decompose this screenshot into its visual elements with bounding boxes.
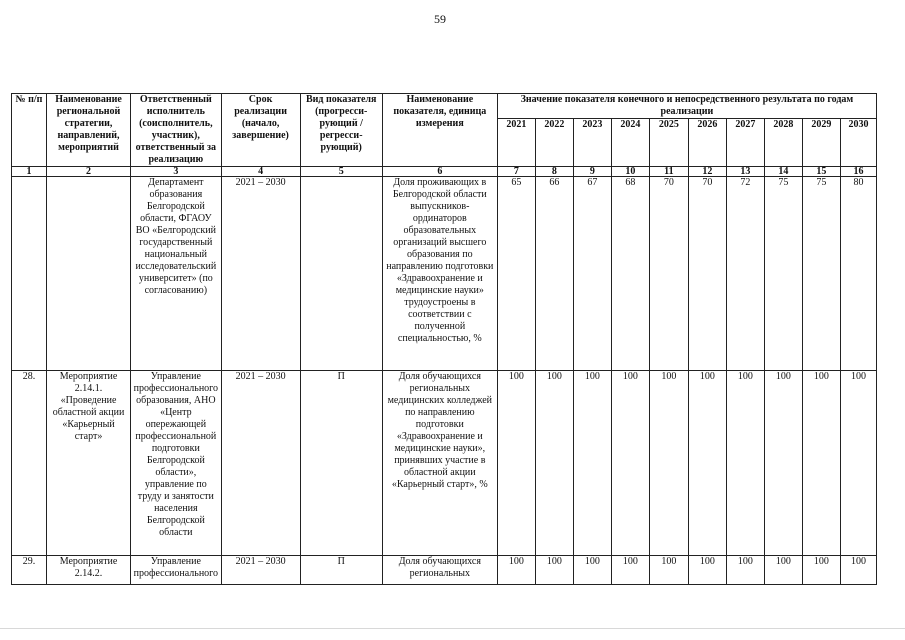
indicator-table bbox=[11, 93, 877, 585]
column-number: 15 bbox=[802, 167, 840, 177]
column-number: 6 bbox=[382, 167, 497, 177]
row-period: 2021 – 2030 bbox=[221, 556, 300, 585]
column-number: 11 bbox=[649, 167, 688, 177]
row-value: 100 bbox=[611, 371, 649, 556]
row-period: 2021 – 2030 bbox=[221, 177, 300, 371]
page-number: 59 bbox=[434, 12, 446, 26]
table-row bbox=[12, 371, 877, 556]
row-value: 100 bbox=[726, 556, 764, 585]
column-number: 13 bbox=[726, 167, 764, 177]
column-number-row bbox=[12, 167, 877, 177]
header-year: 2030 bbox=[840, 119, 876, 167]
row-value: 100 bbox=[649, 556, 688, 585]
row-indicator: Доля обучающихся региональных bbox=[382, 556, 497, 585]
column-number: 1 bbox=[12, 167, 47, 177]
row-value: 75 bbox=[764, 177, 802, 371]
header-year: 2027 bbox=[726, 119, 764, 167]
row-value: 100 bbox=[611, 556, 649, 585]
row-value: 100 bbox=[840, 371, 876, 556]
row-type bbox=[300, 177, 382, 371]
row-value: 100 bbox=[497, 371, 535, 556]
header-type: Вид показателя (прогресси-рующий / регресси-рующий) bbox=[300, 94, 382, 167]
column-number: 5 bbox=[300, 167, 382, 177]
row-value: 70 bbox=[688, 177, 726, 371]
row-number bbox=[12, 177, 47, 371]
row-value: 100 bbox=[726, 371, 764, 556]
row-value: 67 bbox=[573, 177, 611, 371]
row-name bbox=[46, 177, 130, 371]
table-row bbox=[12, 177, 877, 371]
row-executor: Департамент образования Белгородской области, ФГАОУ ВО «Белгородский государственный национальный исследовательский университет» (по согласованию) bbox=[131, 177, 221, 371]
header-year: 2028 bbox=[764, 119, 802, 167]
column-number: 7 bbox=[497, 167, 535, 177]
row-value: 100 bbox=[649, 371, 688, 556]
row-value: 100 bbox=[802, 556, 840, 585]
column-number: 16 bbox=[840, 167, 876, 177]
row-name: Мероприятие 2.14.2. bbox=[46, 556, 130, 585]
row-value: 65 bbox=[497, 177, 535, 371]
header-year: 2025 bbox=[649, 119, 688, 167]
row-indicator: Доля обучающихся региональных медицинских колледжей по направлению подготовки «Здравоохранение и медицинские науки», принявших участие в областной акции «Карьерный старт», % bbox=[382, 371, 497, 556]
header-year: 2024 bbox=[611, 119, 649, 167]
header-values: Значение показателя конечного и непосредственного результата по годам реализации bbox=[497, 94, 876, 119]
header-executor: Ответственный исполнитель (соисполнитель, участник), ответственный за реализацию bbox=[131, 94, 221, 167]
column-number: 9 bbox=[573, 167, 611, 177]
row-value: 100 bbox=[764, 556, 802, 585]
header-year: 2023 bbox=[573, 119, 611, 167]
row-value: 100 bbox=[573, 556, 611, 585]
row-value: 75 bbox=[802, 177, 840, 371]
row-value: 100 bbox=[764, 371, 802, 556]
row-value: 100 bbox=[802, 371, 840, 556]
column-number: 3 bbox=[131, 167, 221, 177]
row-number: 29. bbox=[12, 556, 47, 585]
header-year: 2021 bbox=[497, 119, 535, 167]
header-indicator: Наименование показателя, единица измерения bbox=[382, 94, 497, 167]
row-indicator: Доля проживающих в Белгородской области выпускников-ординаторов образовательных организаций высшего образования по направлению подготовки «Здравоохранение и медицинские науки» трудоустроены в соответствии с полученной специальностью, % bbox=[382, 177, 497, 371]
row-value: 100 bbox=[535, 556, 573, 585]
column-number: 14 bbox=[764, 167, 802, 177]
column-number: 4 bbox=[221, 167, 300, 177]
table-row bbox=[12, 556, 877, 585]
row-value: 66 bbox=[535, 177, 573, 371]
row-value: 100 bbox=[573, 371, 611, 556]
row-value: 68 bbox=[611, 177, 649, 371]
row-period: 2021 – 2030 bbox=[221, 371, 300, 556]
row-type: П bbox=[300, 371, 382, 556]
column-number: 10 bbox=[611, 167, 649, 177]
row-value: 100 bbox=[535, 371, 573, 556]
column-number: 8 bbox=[535, 167, 573, 177]
row-executor: Управление профессионального образования, АНО «Центр опережающей профессиональной подготовки Белгородской области», управление по труду и занятости населения Белгородской области bbox=[131, 371, 221, 556]
row-value: 80 bbox=[840, 177, 876, 371]
header-year: 2022 bbox=[535, 119, 573, 167]
row-value: 70 bbox=[649, 177, 688, 371]
row-value: 100 bbox=[688, 556, 726, 585]
row-name: Мероприятие 2.14.1. «Проведение областной акции «Карьерный старт» bbox=[46, 371, 130, 556]
row-executor: Управление профессионального bbox=[131, 556, 221, 585]
header-year: 2026 bbox=[688, 119, 726, 167]
row-value: 100 bbox=[840, 556, 876, 585]
header-period: Срок реализации (начало, завершение) bbox=[221, 94, 300, 167]
row-value: 100 bbox=[497, 556, 535, 585]
row-type: П bbox=[300, 556, 382, 585]
row-number: 28. bbox=[12, 371, 47, 556]
header-name: Наименование региональной стратегии, направлений, мероприятий bbox=[46, 94, 130, 167]
header-number: № п/п bbox=[12, 94, 47, 167]
page-edge-line bbox=[0, 628, 905, 629]
row-value: 72 bbox=[726, 177, 764, 371]
header-year: 2029 bbox=[802, 119, 840, 167]
column-number: 2 bbox=[46, 167, 130, 177]
column-number: 12 bbox=[688, 167, 726, 177]
row-value: 100 bbox=[688, 371, 726, 556]
